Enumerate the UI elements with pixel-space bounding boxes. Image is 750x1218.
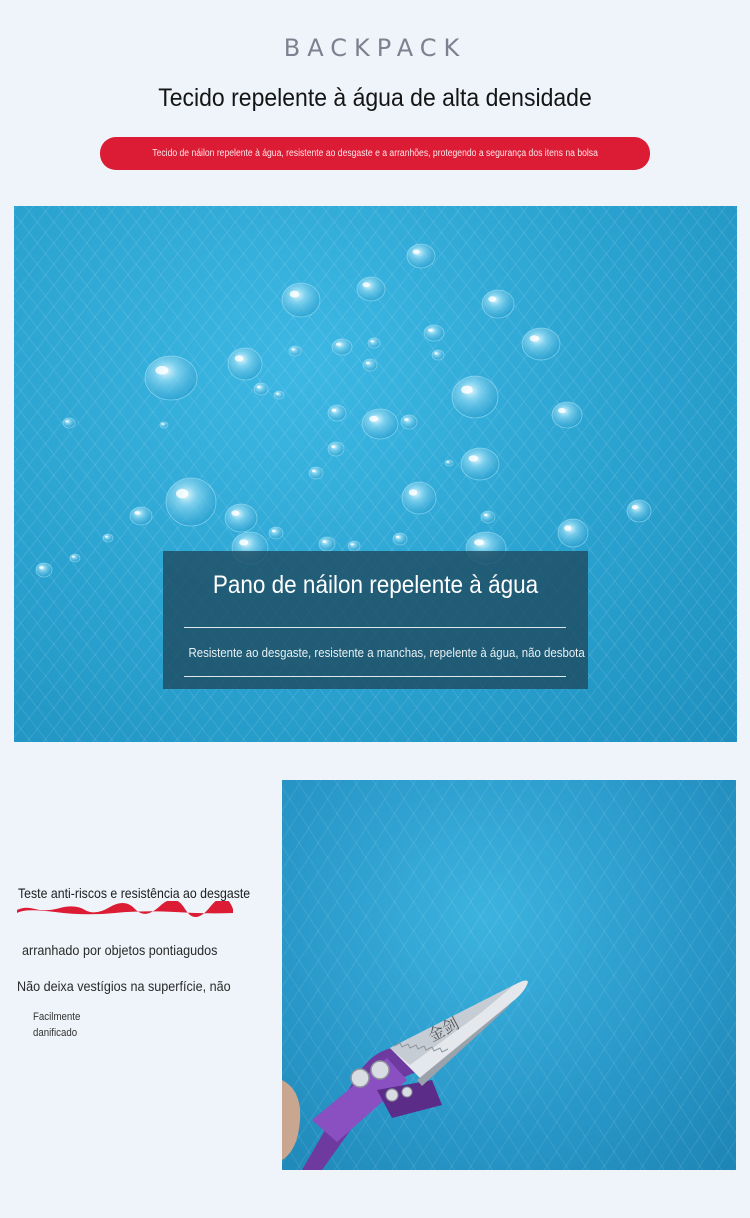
water-droplet (225, 504, 257, 532)
water-droplet (282, 283, 320, 317)
water-droplet (393, 533, 407, 545)
water-droplet (401, 415, 417, 429)
water-droplet (424, 325, 444, 341)
droplet-highlight (404, 418, 408, 421)
droplet-highlight (312, 470, 316, 472)
droplet-highlight (239, 539, 248, 545)
droplet-highlight (484, 514, 488, 516)
droplet-highlight (235, 355, 244, 361)
water-droplet (309, 467, 323, 479)
water-droplet (328, 405, 346, 421)
droplet-highlight (369, 416, 378, 422)
svg-text:金剑: 金剑 (424, 1013, 463, 1046)
water-droplet (522, 328, 560, 360)
droplet-highlight (276, 393, 279, 395)
droplet-highlight (336, 343, 341, 346)
water-droplet (228, 348, 262, 380)
water-droplet (363, 359, 377, 371)
water-droplet (482, 290, 514, 318)
scratch-desc-line-3a: Facilmente (33, 1011, 81, 1023)
droplet-highlight (370, 340, 373, 342)
water-droplet (368, 338, 380, 348)
droplet-highlight (231, 510, 239, 516)
water-droplet (328, 442, 344, 456)
water-droplet (63, 418, 75, 428)
fabric-caption-title: Pano de náilon repelente à água (212, 571, 539, 599)
feature-banner-text: Tecido de náilon repelente à água, resistente ao desgaste e a arranhões, protegendo a segurança dos itens na bolsa (152, 148, 598, 159)
droplet-highlight (176, 489, 189, 499)
droplet-highlight (350, 543, 353, 545)
droplet-highlight (434, 352, 437, 354)
water-droplet (36, 563, 52, 577)
droplet-highlight (413, 249, 420, 254)
droplet-highlight (290, 291, 300, 298)
droplet-highlight (162, 423, 164, 425)
droplet-highlight (363, 282, 370, 287)
water-droplet (481, 511, 495, 523)
caption-divider-bottom (184, 676, 566, 677)
water-droplet (402, 482, 436, 514)
droplet-highlight (155, 366, 168, 375)
droplet-highlight (469, 455, 479, 461)
scratch-desc-line-3b: danificado (33, 1027, 78, 1039)
droplet-highlight (72, 556, 75, 558)
droplet-highlight (488, 296, 496, 302)
droplet-highlight (558, 408, 566, 413)
droplet-highlight (366, 362, 370, 364)
scratch-desc-line-2: Não deixa vestígios na superfície, não (17, 978, 231, 994)
water-droplet (332, 339, 352, 355)
droplet-highlight (291, 348, 294, 350)
feature-banner (100, 137, 650, 170)
droplet-highlight (396, 536, 400, 538)
water-droplet (70, 554, 80, 562)
droplet-highlight (257, 386, 261, 388)
droplet-highlight (474, 539, 484, 545)
water-droplet (432, 350, 444, 360)
water-droplet (362, 409, 398, 439)
droplet-highlight (461, 385, 473, 393)
fabric-caption-text: Resistente ao desgaste, resistente a manchas, repelente à água, não desbota (188, 645, 585, 660)
water-droplet (145, 356, 197, 400)
water-droplet (130, 507, 152, 525)
scratch-test-title: Teste anti-riscos e resistência ao desgaste (18, 885, 251, 901)
droplet-highlight (134, 511, 140, 515)
droplet-highlight (65, 420, 68, 422)
scratch-desc-line-3 (33, 1009, 80, 1041)
water-droplet (103, 534, 113, 542)
droplet-highlight (39, 566, 43, 569)
droplet-highlight (632, 505, 638, 509)
fabric-caption-box (163, 551, 588, 689)
water-droplet (160, 422, 168, 428)
droplet-highlight (105, 536, 108, 538)
water-droplet (289, 346, 301, 356)
droplet-highlight (322, 540, 326, 543)
water-droplet (445, 460, 453, 466)
water-droplet (269, 527, 283, 539)
water-droplet (254, 383, 268, 395)
water-droplet (166, 478, 216, 526)
water-droplet (274, 391, 284, 399)
water-droplet (558, 519, 588, 547)
water-droplet (348, 541, 360, 551)
droplet-highlight (272, 530, 276, 532)
scissors-icon (282, 780, 736, 1170)
droplet-highlight (447, 461, 449, 463)
droplet-highlight (530, 335, 540, 341)
scratch-desc-line-1: arranhado por objetos pontiagudos (22, 942, 218, 958)
water-droplet (319, 537, 335, 551)
droplet-highlight (409, 489, 418, 495)
water-droplet (452, 376, 498, 418)
scratch-test-fabric-image (282, 780, 736, 1170)
water-droplet (552, 402, 582, 428)
droplet-highlight (331, 445, 335, 448)
page-title: BACKPACK (283, 34, 467, 62)
caption-divider-top (184, 627, 566, 628)
droplet-highlight (564, 525, 572, 531)
water-droplet (357, 277, 385, 301)
page-subtitle: Tecido repelente à água de alta densidade (158, 84, 592, 112)
red-brush-underline (15, 901, 235, 917)
droplet-highlight (428, 329, 433, 332)
water-droplet (407, 244, 435, 268)
water-droplet (461, 448, 499, 480)
droplet-highlight (332, 409, 337, 412)
water-droplet (627, 500, 651, 522)
